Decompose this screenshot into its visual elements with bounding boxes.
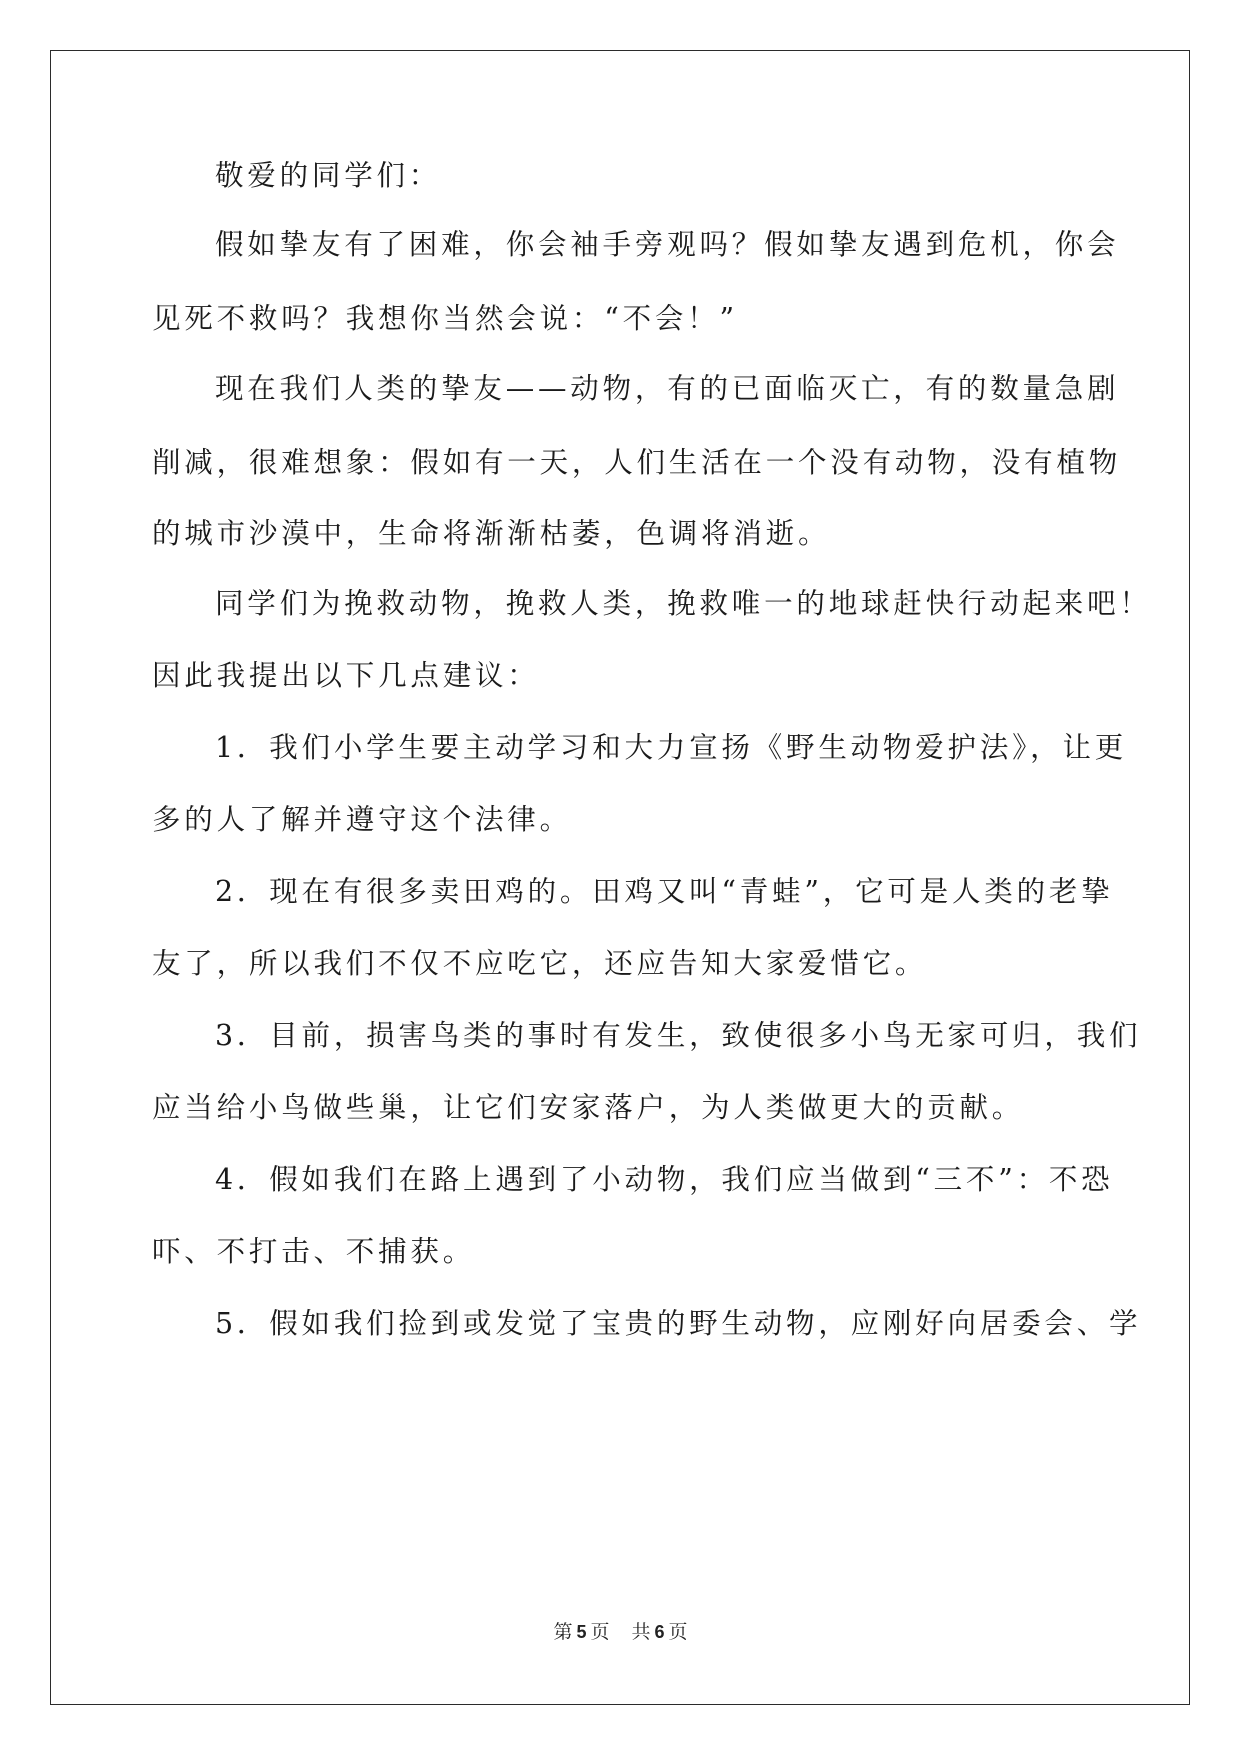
paragraph-line: 削减，很难想象：假如有一天，人们生活在一个没有动物，没有植物 (152, 446, 1122, 479)
list-item-3-line: 3．目前，损害鸟类的事时有发生，致使很多小鸟无家可归，我们 (215, 1019, 1142, 1052)
list-item-3-line: 应当给小鸟做些巢，让它们安家落户，为人类做更大的贡献。 (152, 1091, 1025, 1124)
list-item-2-line: 2．现在有很多卖田鸡的。田鸡又叫“青蛙”，它可是人类的老挚 (215, 875, 1114, 908)
paragraph-line: 见死不救吗？我想你当然会说：“不会！” (152, 302, 738, 335)
paragraph-line: 同学们为挽救动物，挽救人类，挽救唯一的地球赶快行动起来吧！ (215, 587, 1152, 620)
list-item-1-line: 多的人了解并遵守这个法律。 (152, 803, 572, 836)
paragraph-line: 的城市沙漠中，生命将渐渐枯萎，色调将消逝。 (152, 517, 831, 550)
page-label-suffix: 页 (590, 1622, 610, 1643)
page-number: 5 (576, 1622, 587, 1642)
list-item-1-line: 1．我们小学生要主动学习和大力宣扬《野生动物爱护法》，让更 (215, 731, 1128, 764)
list-item-4-line: 4．假如我们在路上遇到了小动物，我们应当做到“三不”：不恐 (215, 1163, 1114, 1196)
total-label-prefix: 共 (631, 1622, 651, 1643)
salutation: 敬爱的同学们： (215, 159, 442, 192)
list-item-4-line: 吓、不打击、不捕获。 (152, 1235, 476, 1268)
total-pages: 6 (654, 1622, 665, 1642)
paragraph-line: 假如挚友有了困难，你会袖手旁观吗？假如挚友遇到危机，你会 (215, 228, 1120, 261)
list-item-5-line: 5．假如我们捡到或发觉了宝贵的野生动物，应刚好向居委会、学 (215, 1307, 1142, 1340)
total-label-suffix: 页 (668, 1622, 688, 1643)
list-item-2-line: 友了，所以我们不仅不应吃它，还应告知大家爱惜它。 (152, 947, 928, 980)
paragraph-line: 因此我提出以下几点建议： (152, 659, 540, 692)
page-footer (0, 1620, 1241, 1645)
paragraph-line: 现在我们人类的挚友——动物，有的已面临灭亡，有的数量急剧 (215, 372, 1120, 405)
page-label-prefix: 第 (553, 1622, 573, 1643)
